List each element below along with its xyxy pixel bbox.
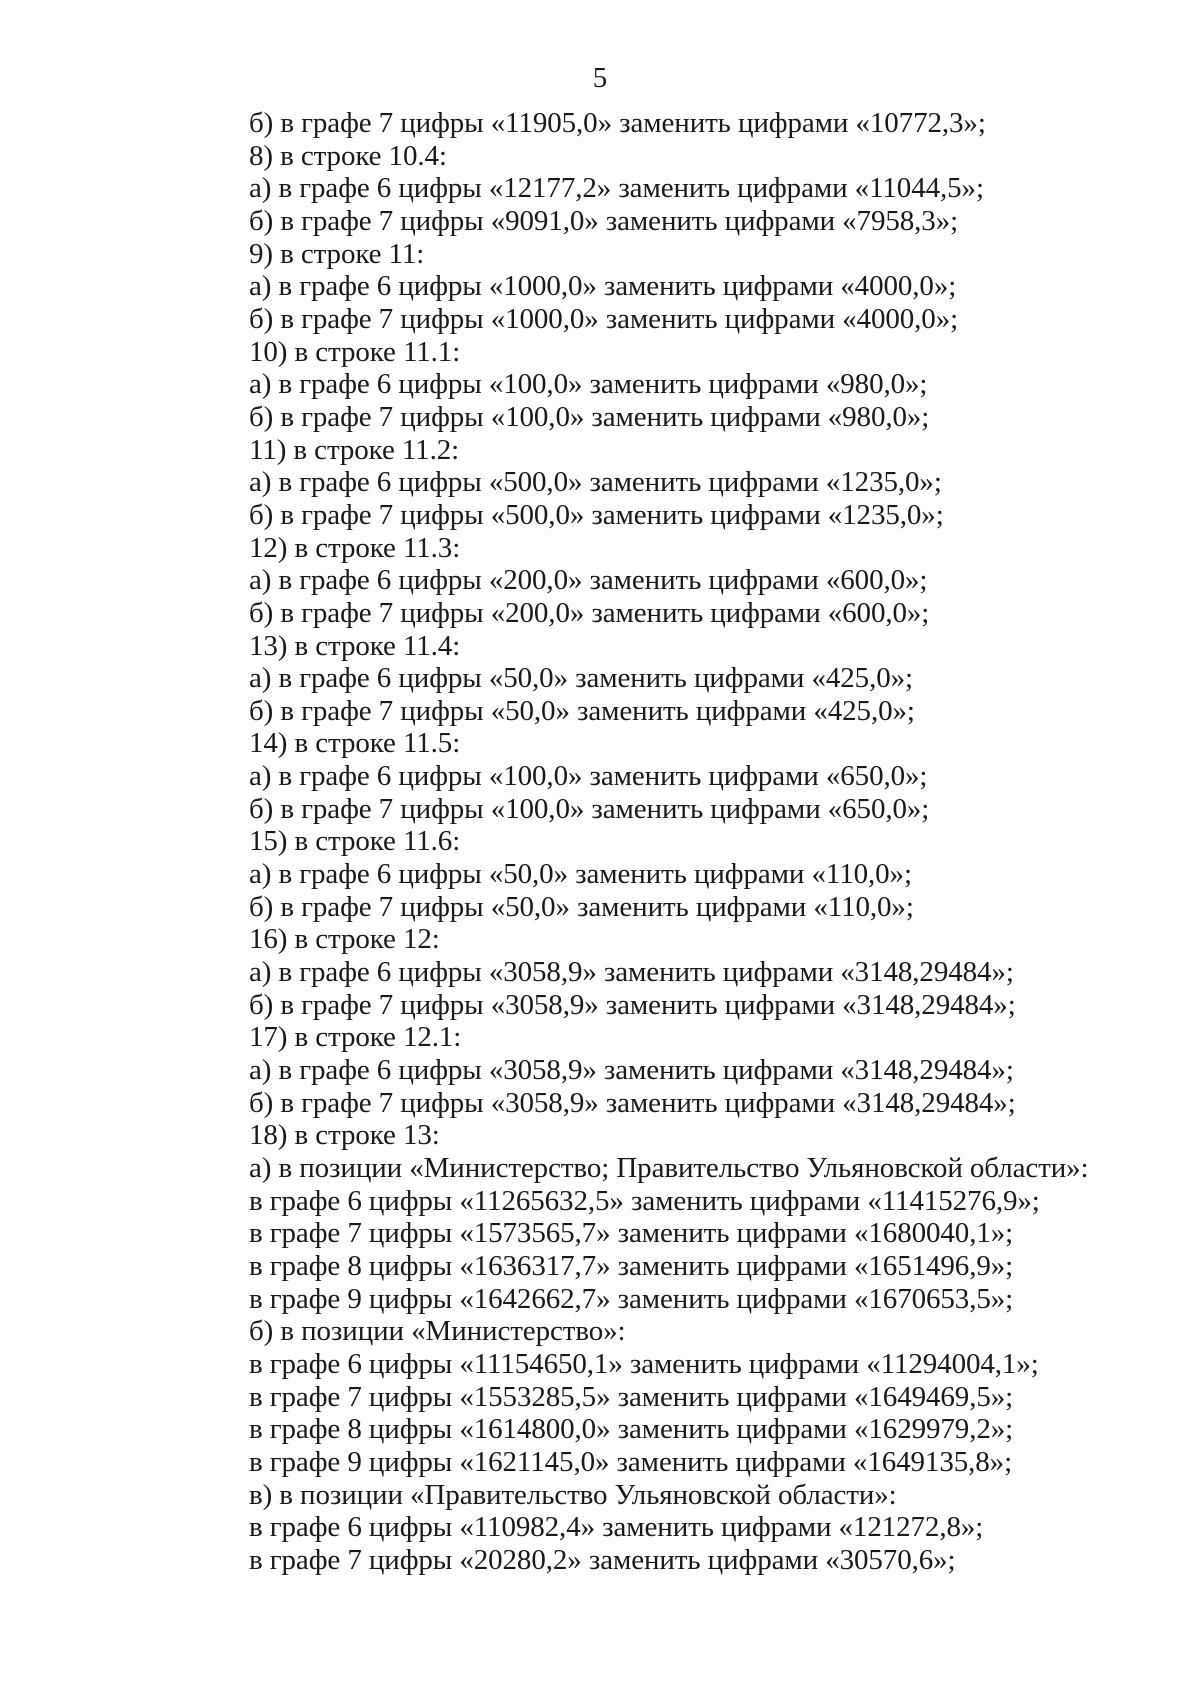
text-line: в графе 9 цифры «1642662,7» заменить цифрами «1670653,5»; xyxy=(249,1282,1014,1315)
document-body xyxy=(249,107,1169,1577)
text-line: б) в графе 7 цифры «3058,9» заменить цифрами «3148,29484»; xyxy=(249,988,1016,1021)
text-line: 16) в строке 12: xyxy=(249,923,440,956)
text-line: в графе 7 цифры «1553285,5» заменить цифрами «1649469,5»; xyxy=(249,1380,1014,1413)
text-line: в графе 6 цифры «11265632,5» заменить цифрами «11415276,9»; xyxy=(249,1184,1040,1217)
text-line: б) в графе 7 цифры «1000,0» заменить цифрами «4000,0»; xyxy=(249,302,959,335)
text-line: а) в графе 6 цифры «50,0» заменить цифрами «110,0»; xyxy=(249,858,912,891)
text-line: б) в графе 7 цифры «500,0» заменить цифрами «1235,0»; xyxy=(249,498,944,531)
text-line: 9) в строке 11: xyxy=(249,237,425,270)
text-line: 11) в строке 11.2: xyxy=(249,433,460,466)
text-line: б) в графе 7 цифры «50,0» заменить цифрами «425,0»; xyxy=(249,694,915,727)
text-line: в графе 7 цифры «1573565,7» заменить цифрами «1680040,1»; xyxy=(249,1217,1014,1250)
text-line: а) в графе 6 цифры «3058,9» заменить цифрами «3148,29484»; xyxy=(249,956,1014,989)
text-line: в графе 8 цифры «1614800,0» заменить цифрами «1629979,2»; xyxy=(249,1413,1014,1446)
text-line: в) в позиции «Правительство Ульяновской области»: xyxy=(249,1478,897,1511)
text-line: а) в графе 6 цифры «3058,9» заменить цифрами «3148,29484»; xyxy=(249,1054,1014,1087)
text-line: 10) в строке 11.1: xyxy=(249,335,461,368)
text-line: б) в графе 7 цифры «11905,0» заменить цифрами «10772,3»; xyxy=(249,107,986,139)
text-line: 14) в строке 11.5: xyxy=(249,727,461,760)
text-line: в графе 6 цифры «110982,4» заменить цифрами «121272,8»; xyxy=(249,1511,984,1544)
text-line: б) в графе 7 цифры «100,0» заменить цифрами «650,0»; xyxy=(249,792,930,825)
text-line: б) в графе 7 цифры «3058,9» заменить цифрами «3148,29484»; xyxy=(249,1086,1016,1119)
page-number: 5 xyxy=(592,62,608,94)
text-line: 15) в строке 11.6: xyxy=(249,825,461,858)
text-line: в графе 7 цифры «20280,2» заменить цифрами «30570,6»; xyxy=(249,1543,956,1576)
text-line: а) в графе 6 цифры «100,0» заменить цифрами «650,0»; xyxy=(249,760,928,793)
text-line: а) в графе 6 цифры «12177,2» заменить цифрами «11044,5»; xyxy=(249,172,984,205)
text-line: а) в графе 6 цифры «1000,0» заменить цифрами «4000,0»; xyxy=(249,270,957,303)
text-line: б) в графе 7 цифры «50,0» заменить цифрами «110,0»; xyxy=(249,890,914,923)
text-line: в графе 6 цифры «11154650,1» заменить цифрами «11294004,1»; xyxy=(249,1347,1039,1380)
text-line: а) в графе 6 цифры «100,0» заменить цифрами «980,0»; xyxy=(249,368,928,401)
text-line: б) в графе 7 цифры «200,0» заменить цифрами «600,0»; xyxy=(249,596,930,629)
text-line: в графе 8 цифры «1636317,7» заменить цифрами «1651496,9»; xyxy=(249,1249,1014,1282)
text-line: а) в графе 6 цифры «200,0» заменить цифрами «600,0»; xyxy=(249,564,928,597)
text-line: 17) в строке 12.1: xyxy=(249,1021,462,1054)
text-line: 13) в строке 11.4: xyxy=(249,629,461,662)
text-line: а) в позиции «Министерство; Правительство Ульяновской области»: xyxy=(249,1152,1089,1184)
text-line: а) в графе 6 цифры «50,0» заменить цифрами «425,0»; xyxy=(249,662,913,695)
text-line: 8) в строке 10.4: xyxy=(249,139,447,172)
text-line: 12) в строке 11.3: xyxy=(249,531,461,564)
text-line: а) в графе 6 цифры «500,0» заменить цифрами «1235,0»; xyxy=(249,466,942,499)
text-line: 18) в строке 13: xyxy=(249,1119,440,1152)
text-line: б) в графе 7 цифры «9091,0» заменить цифрами «7958,3»; xyxy=(249,204,959,237)
text-line: б) в позиции «Министерство»: xyxy=(249,1315,626,1348)
text-line: б) в графе 7 цифры «100,0» заменить цифрами «980,0»; xyxy=(249,400,930,433)
text-line: в графе 9 цифры «1621145,0» заменить цифрами «1649135,8»; xyxy=(249,1445,1013,1478)
